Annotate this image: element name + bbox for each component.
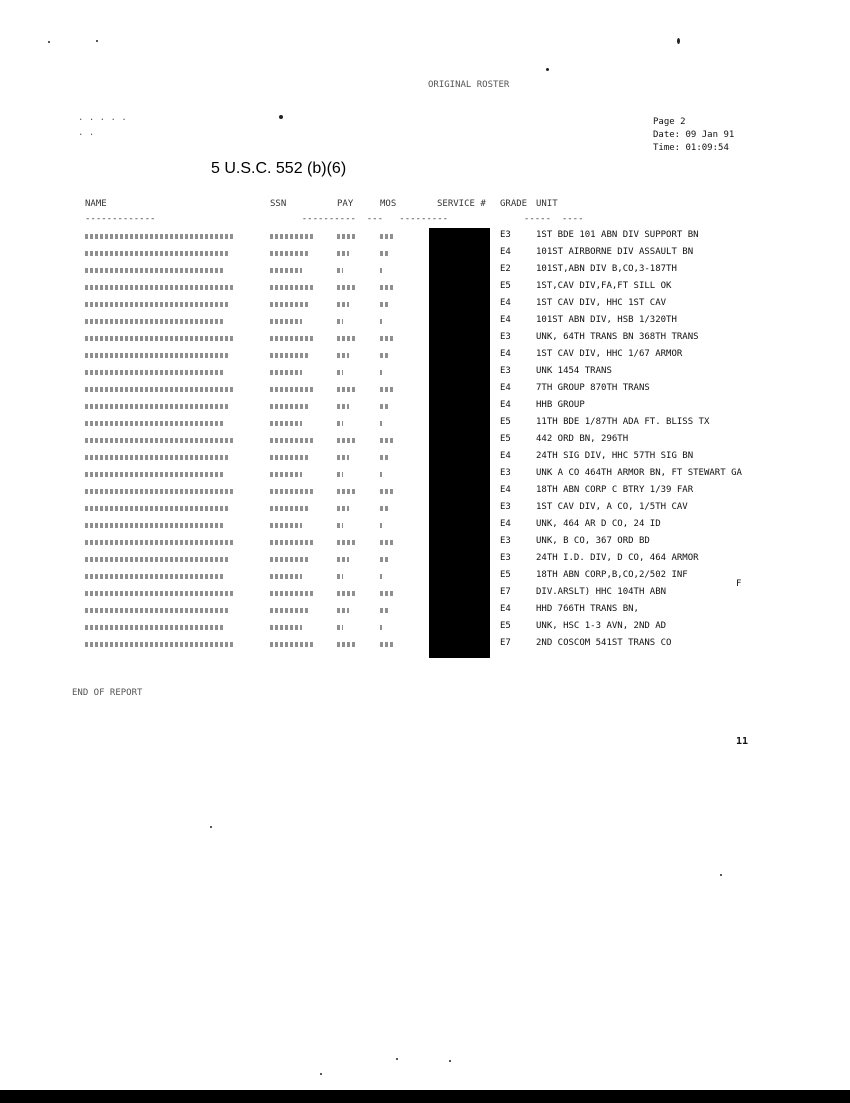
table-row [0, 298, 850, 315]
illegible-text [85, 387, 235, 392]
illegible-text [85, 523, 223, 528]
scan-speck [279, 115, 283, 119]
table-row [0, 332, 850, 349]
illegible-text [380, 234, 394, 239]
illegible-text [85, 489, 235, 494]
illegible-text [337, 608, 349, 613]
illegible-text [337, 455, 349, 460]
illegible-text [380, 557, 388, 562]
row-grade: E5 [500, 417, 511, 427]
table-row [0, 434, 850, 451]
illegible-text [270, 268, 302, 273]
row-unit: 7TH GROUP 870TH TRANS [536, 383, 650, 393]
illegible-text [337, 574, 343, 579]
table-row [0, 502, 850, 519]
row-grade: E5 [500, 570, 511, 580]
illegible-text [380, 387, 394, 392]
illegible-text [337, 489, 355, 494]
row-grade: E3 [500, 536, 511, 546]
illegible-text [380, 336, 394, 341]
table-row [0, 604, 850, 621]
row-unit: 101ST,ABN DIV B,CO,3-187TH [536, 264, 677, 274]
header-grade: GRADE [500, 199, 528, 209]
illegible-text [380, 353, 388, 358]
scan-speck [449, 1060, 451, 1062]
illegible-text [85, 574, 223, 579]
illegible-text [85, 404, 229, 409]
scan-speck [720, 874, 722, 876]
header-mos: MOS [380, 199, 397, 209]
table-row [0, 366, 850, 383]
illegible-text [270, 608, 308, 613]
illegible-text [85, 506, 229, 511]
row-grade: E4 [500, 451, 511, 461]
row-unit: 1ST BDE 101 ABN DIV SUPPORT BN [536, 230, 699, 240]
scan-speck [677, 38, 680, 44]
page-number: Page 2 [653, 117, 686, 127]
illegible-text [270, 455, 308, 460]
illegible-text [380, 642, 394, 647]
row-unit: UNK A CO 464TH ARMOR BN, FT STEWART GA [536, 468, 742, 478]
illegible-text [85, 455, 229, 460]
row-unit: 11TH BDE 1/87TH ADA FT. BLISS TX [536, 417, 710, 427]
illegible-text [337, 234, 355, 239]
illegible-text [337, 268, 343, 273]
illegible-text [270, 625, 302, 630]
illegible-text [337, 387, 355, 392]
row-unit: 24TH SIG DIV, HHC 57TH SIG BN [536, 451, 694, 461]
illegible-text [337, 302, 349, 307]
report-title: ORIGINAL ROSTER [428, 80, 510, 90]
table-row [0, 383, 850, 400]
illegible-text [380, 319, 382, 324]
row-grade: E4 [500, 298, 511, 308]
header-unit: UNIT [536, 199, 558, 209]
illegible-text [380, 608, 388, 613]
org-line-2: . . [78, 128, 95, 138]
illegible-text [270, 472, 302, 477]
illegible-text [270, 370, 302, 375]
row-grade: E3 [500, 553, 511, 563]
illegible-text [337, 404, 349, 409]
illegible-text [85, 421, 223, 426]
illegible-text [337, 506, 349, 511]
illegible-text [270, 438, 314, 443]
illegible-text [337, 642, 355, 647]
illegible-text [270, 285, 314, 290]
table-row [0, 264, 850, 281]
report-time: Time: 01:09:54 [653, 143, 729, 153]
header-service: SERVICE # [437, 199, 486, 209]
illegible-text [270, 523, 302, 528]
table-row [0, 230, 850, 247]
illegible-text [85, 472, 223, 477]
table-row [0, 349, 850, 366]
row-grade: E3 [500, 366, 511, 376]
illegible-text [380, 625, 382, 630]
illegible-text [380, 574, 382, 579]
table-row [0, 451, 850, 468]
illegible-text [85, 540, 235, 545]
illegible-text [380, 472, 382, 477]
illegible-text [380, 591, 394, 596]
row-unit: 24TH I.D. DIV, D CO, 464 ARMOR [536, 553, 699, 563]
row-unit: HHB GROUP [536, 400, 585, 410]
table-row [0, 417, 850, 434]
illegible-text [85, 608, 229, 613]
table-row [0, 519, 850, 536]
table-row [0, 315, 850, 332]
illegible-text [270, 642, 314, 647]
foia-exemption-stamp: 5 U.S.C. 552 (b)(6) [211, 160, 347, 177]
scan-speck [48, 41, 50, 43]
illegible-text [337, 421, 343, 426]
row-unit: DIV.ARSLT) HHC 104TH ABN [536, 587, 667, 597]
row-unit: UNK, 64TH TRANS BN 368TH TRANS [536, 332, 699, 342]
illegible-text [85, 251, 229, 256]
illegible-text [85, 438, 235, 443]
org-line-1: . . . . . [78, 113, 127, 123]
row-grade: E3 [500, 332, 511, 342]
illegible-text [337, 472, 343, 477]
row-unit: 18TH ABN CORP C BTRY 1/39 FAR [536, 485, 694, 495]
row-grade: E2 [500, 264, 511, 274]
illegible-text [85, 302, 229, 307]
illegible-text [380, 421, 382, 426]
row-grade: E7 [500, 587, 511, 597]
illegible-text [380, 302, 388, 307]
illegible-text [270, 319, 302, 324]
table-row [0, 587, 850, 604]
row-unit: HHD 766TH TRANS BN, [536, 604, 639, 614]
row-grade: E5 [500, 621, 511, 631]
header-ssn: SSN [270, 199, 287, 209]
row-unit: UNK, 464 AR D CO, 24 ID [536, 519, 661, 529]
illegible-text [380, 404, 388, 409]
illegible-text [85, 319, 223, 324]
row-grade: E4 [500, 383, 511, 393]
illegible-text [380, 438, 394, 443]
row-grade: E4 [500, 349, 511, 359]
illegible-text [270, 404, 308, 409]
scan-speck [396, 1058, 398, 1060]
page-meta [653, 116, 734, 155]
row-grade: E3 [500, 230, 511, 240]
row-grade: E4 [500, 247, 511, 257]
footer-mark: 11 [736, 736, 749, 747]
scan-speck [320, 1073, 322, 1075]
table-row [0, 621, 850, 638]
row-unit: 2ND COSCOM 541ST TRANS CO [536, 638, 672, 648]
illegible-text [85, 268, 223, 273]
illegible-text [270, 557, 308, 562]
row-unit: 101ST ABN DIV, HSB 1/320TH [536, 315, 677, 325]
illegible-text [337, 625, 343, 630]
illegible-text [85, 353, 229, 358]
header-name: NAME [85, 199, 107, 209]
row-grade: E4 [500, 315, 511, 325]
scan-speck [546, 68, 549, 71]
scan-bottom-edge [0, 1090, 850, 1103]
end-of-report: END OF REPORT [72, 688, 143, 698]
illegible-text [380, 251, 388, 256]
illegible-text [337, 591, 355, 596]
header-pay: PAY [337, 199, 354, 209]
illegible-text [337, 319, 343, 324]
illegible-text [380, 489, 394, 494]
illegible-text [270, 234, 314, 239]
row-grade: E3 [500, 502, 511, 512]
illegible-text [337, 353, 349, 358]
illegible-text [270, 540, 314, 545]
table-row [0, 570, 850, 587]
row-unit: 18TH ABN CORP,B,CO,2/502 INF [536, 570, 688, 580]
illegible-text [380, 506, 388, 511]
row-grade: E4 [500, 400, 511, 410]
illegible-text [85, 557, 229, 562]
table-row [0, 281, 850, 298]
table-row [0, 485, 850, 502]
illegible-text [85, 336, 235, 341]
illegible-text [85, 234, 235, 239]
illegible-text [337, 370, 343, 375]
illegible-text [337, 523, 343, 528]
row-grade: E4 [500, 604, 511, 614]
illegible-text [85, 591, 235, 596]
illegible-text [270, 302, 308, 307]
report-date: Date: 09 Jan 91 [653, 130, 735, 140]
row-unit: 442 ORD BN, 296TH [536, 434, 629, 444]
illegible-text [337, 285, 355, 290]
illegible-text [85, 285, 235, 290]
stray-mark: F [736, 579, 742, 589]
illegible-text [270, 421, 302, 426]
illegible-text [337, 540, 355, 545]
header-rule: ------------- ---------- --- --------- ----- ---- [85, 214, 584, 224]
illegible-text [270, 574, 302, 579]
row-unit: UNK, B CO, 367 ORD BD [536, 536, 650, 546]
row-unit: 1ST CAV DIV, A CO, 1/5TH CAV [536, 502, 688, 512]
illegible-text [380, 455, 388, 460]
row-unit: 1ST CAV DIV, HHC 1ST CAV [536, 298, 667, 308]
illegible-text [270, 353, 308, 358]
illegible-text [337, 336, 355, 341]
table-row [0, 247, 850, 264]
illegible-text [380, 285, 394, 290]
table-row [0, 468, 850, 485]
row-unit: 101ST AIRBORNE DIV ASSAULT BN [536, 247, 694, 257]
scan-speck [210, 826, 212, 828]
illegible-text [270, 251, 308, 256]
row-grade: E5 [500, 281, 511, 291]
illegible-text [380, 540, 394, 545]
illegible-text [380, 268, 382, 273]
row-unit: 1ST CAV DIV, HHC 1/67 ARMOR [536, 349, 683, 359]
illegible-text [337, 438, 355, 443]
table-row [0, 536, 850, 553]
row-grade: E7 [500, 638, 511, 648]
illegible-text [380, 370, 382, 375]
illegible-text [270, 489, 314, 494]
illegible-text [380, 523, 382, 528]
row-grade: E4 [500, 519, 511, 529]
table-row [0, 638, 850, 655]
row-grade: E4 [500, 485, 511, 495]
row-unit: UNK, HSC 1-3 AVN, 2ND AD [536, 621, 667, 631]
illegible-text [270, 387, 314, 392]
row-unit: UNK 1454 TRANS [536, 366, 612, 376]
illegible-text [270, 506, 308, 511]
illegible-text [85, 642, 235, 647]
scan-speck [96, 40, 98, 42]
illegible-text [85, 370, 223, 375]
illegible-text [270, 591, 314, 596]
illegible-text [337, 251, 349, 256]
row-unit: 1ST,CAV DIV,FA,FT SILL OK [536, 281, 672, 291]
table-row [0, 400, 850, 417]
illegible-text [270, 336, 314, 341]
illegible-text [337, 557, 349, 562]
illegible-text [85, 625, 223, 630]
row-grade: E5 [500, 434, 511, 444]
table-row [0, 553, 850, 570]
row-grade: E3 [500, 468, 511, 478]
